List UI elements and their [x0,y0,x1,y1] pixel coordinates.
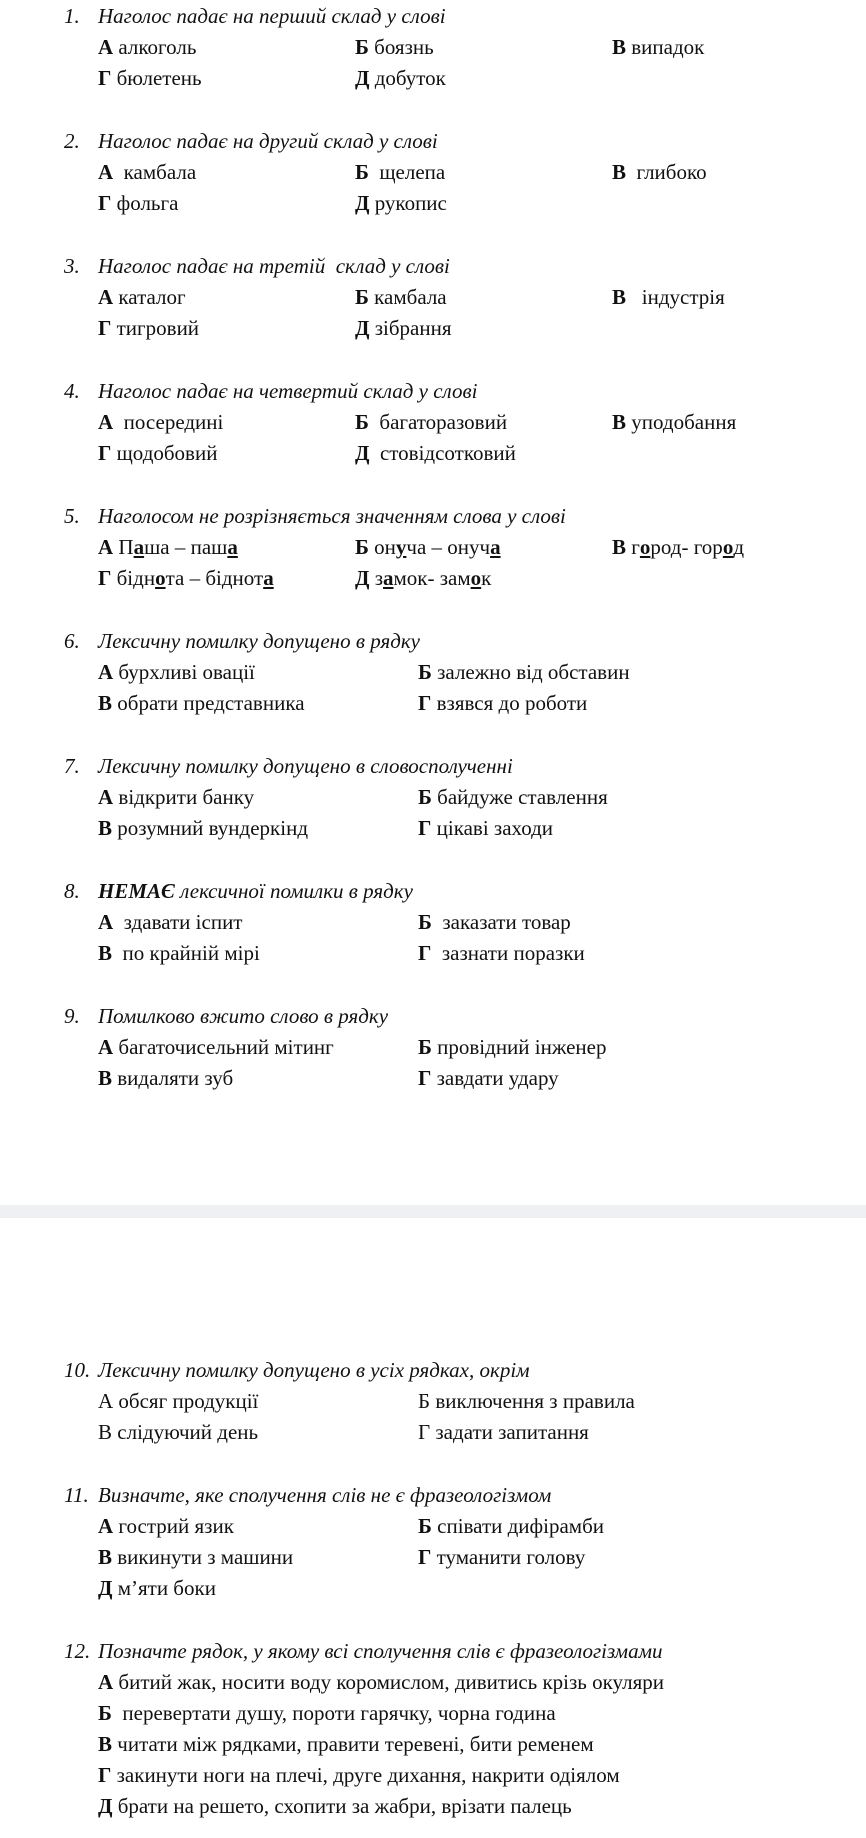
question-number: 2. [64,129,80,153]
question-prompt [64,1003,388,1029]
option-v: В город- город [612,535,744,559]
question-prompt [64,253,450,279]
option-g: Г задати запитання [418,1420,589,1444]
question-text: Наголос падає на четвертий склад у слові [98,379,478,403]
option-v: В випадок [612,35,705,59]
option-a: А Паша – паша [98,535,238,559]
option-g: Г цікаві заходи [418,816,554,840]
option-g: Г взявся до роботи [418,691,588,715]
option-v: В індустрія [612,285,725,309]
question-text: НЕМАЄ лексичної помилки в рядку [98,879,413,903]
option-v: В обрати представника [98,691,305,715]
option-d: Д стовідсотковий [355,441,516,465]
option-a: А обсяг продукції [98,1389,259,1413]
option-g: Г фольга [98,191,179,215]
question-text: Помилково вжито слово в рядку [98,1004,389,1028]
question-prompt [64,753,513,779]
option-b: Б виключення з правила [418,1389,635,1413]
option-b: Б провідний інженер [418,1035,607,1059]
option-v: В глибоко [612,160,707,184]
question-prompt [64,1482,551,1508]
option-g: Г бюлетень [98,66,202,90]
question-number: 8. [64,879,80,903]
question-prompt [64,128,438,154]
option-v: В видаляти зуб [98,1066,234,1090]
option-a: А відкрити банку [98,785,255,809]
option-a: А гострий язик [98,1514,234,1538]
question-number: 3. [64,254,80,278]
option-a: А багаточисельний мітинг [98,1035,334,1059]
question-text: Визначте, яке сполучення слів не є фразеологізмом [98,1483,552,1507]
option-b: Б байдуже ставлення [418,785,608,809]
option-g: Г біднота – біднота [98,566,274,590]
option-b: Б залежно від обставин [418,660,630,684]
question-prompt [64,1357,530,1383]
question-text: Наголос падає на перший склад у слові [98,4,446,28]
option-b: Б багаторазовий [355,410,508,434]
option-d: Д замок- замок [355,566,492,590]
question-text: Наголос падає на другий склад у слові [98,129,438,153]
option-d: Д добуток [355,66,446,90]
option-g: Г завдати удару [418,1066,559,1090]
option-g: Г закинути ноги на плечі, друге дихання, накрити одіялом [98,1763,620,1787]
option-a: А битий жак, носити воду коромислом, дивитись крізь окуляри [98,1670,664,1694]
option-d: Д зібрання [355,316,452,340]
question-number: 11. [64,1483,89,1507]
option-g: Г туманити голову [418,1545,586,1569]
option-v: В розумний вундеркінд [98,816,308,840]
question-number: 1. [64,4,80,28]
option-v: В читати між рядками, правити теревені, бити ременем [98,1732,594,1756]
question-prompt [64,3,446,29]
option-a: А каталог [98,285,186,309]
option-d: Д рукопис [355,191,447,215]
option-a: А алкоголь [98,35,197,59]
question-prompt [64,628,420,654]
option-v: В по крайній мірі [98,941,260,965]
option-g: Г щодобовий [98,441,218,465]
option-b: Б камбала [355,285,447,309]
question-prompt [64,503,566,529]
test-page-2 [0,1218,866,1838]
question-text: Наголосом не розрізняється значенням слова у слові [98,504,566,528]
question-text: Лексичну помилку допущено в словосполученні [98,754,513,778]
option-b: Б щелепа [355,160,446,184]
question-number: 4. [64,379,80,403]
question-text: Наголос падає на третій склад у слові [98,254,450,278]
option-v: В викинути з машини [98,1545,294,1569]
question-text: Лексичну помилку допущено в усіх рядках, окрім [98,1358,530,1382]
option-g: Г зазнати поразки [418,941,585,965]
question-prompt [64,878,413,904]
question-prompt [64,378,477,404]
question-number: 12. [64,1639,91,1663]
option-d: Д м’яти боки [98,1576,216,1600]
question-text: Лексичну помилку допущено в рядку [98,629,420,653]
question-number: 9. [64,1004,80,1028]
question-text: Позначте рядок, у якому всі сполучення слів є фразеологізмами [98,1639,663,1663]
option-b: Б боязнь [355,35,434,59]
page-separator [0,1205,866,1218]
option-a: А посередині [98,410,224,434]
option-a: А бурхливі овації [98,660,255,684]
question-prompt [64,1638,663,1664]
option-b: Б співати дифірамби [418,1514,605,1538]
question-number: 5. [64,504,80,528]
option-b: Б заказати товар [418,910,571,934]
option-v: В уподобання [612,410,737,434]
option-v: В слідуючий день [98,1420,259,1444]
emphasis-word: НЕМАЄ [98,879,175,903]
option-a: А здавати іспит [98,910,243,934]
option-b: Б перевертати душу, пороти гарячку, чорна година [98,1701,556,1725]
option-b: Б онуча – онуча [355,535,501,559]
question-number: 6. [64,629,80,653]
question-number: 7. [64,754,80,778]
question-number: 10. [64,1358,91,1382]
option-a: А камбала [98,160,197,184]
option-g: Г тигровий [98,316,200,340]
option-d: Д брати на решето, схопити за жабри, врізати палець [98,1794,572,1818]
